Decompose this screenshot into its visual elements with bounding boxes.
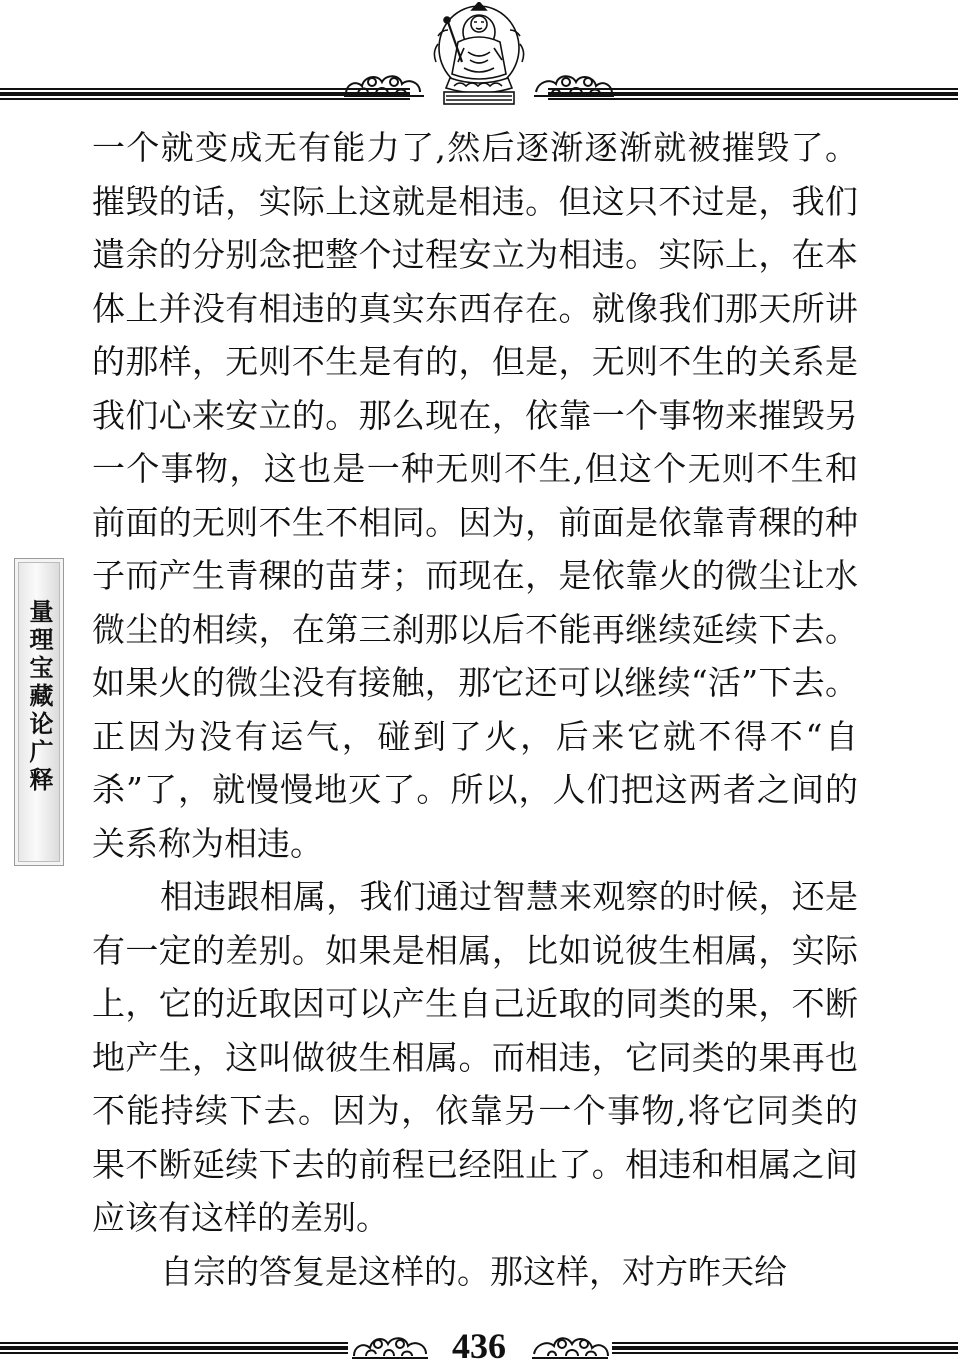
seated-deity-icon bbox=[428, 2, 530, 106]
page-footer bbox=[0, 1318, 958, 1369]
paragraph-1: 一个就变成无有能力了,然后逐渐逐渐就被摧毁了。摧毁的话，实际上这就是相违。但这只不过是，我们遣余的分别念把整个过程安立为相违。实际上，在本体上并没有相违的真实东西存在。就像我们那天所讲的那样，无则不生是有的，但是，无则不生的关系是我们心来安立的。那么现在，依靠一个事物来摧毁另一个事物，这也是一种无则不生,但这个无则不生和前面的无则不生不相同。因为，前面是依靠青稞的种子而产生青稞的苗芽；而现在，是依靠火的微尘让水微尘的相续，在第三刹那以后不能再继续延续下去。如果火的微尘没有接触，那它还可以继续“活”下去。正因为没有运气，碰到了火，后来它就不得不“自杀”了，就慢慢地灭了。所以，人们把这两者之间的关系称为相违。 bbox=[92, 128, 858, 863]
page-body bbox=[92, 121, 858, 1298]
auspicious-cloud-icon bbox=[342, 66, 426, 100]
paragraph-2: 相违跟相属，我们通过智慧来观察的时候，还是有一定的差别。如果是相属，比如说彼生相属，实际上，它的近取因可以产生自己近取的同类的果，不断地产生，这叫做彼生相属。而相违，它同类的果再也不能持续下去。因为，依靠另一个事物,将它同类的果不断延续下去的前程已经阻止了。相违和相属之间应该有这样的差别。 bbox=[92, 877, 858, 1237]
auspicious-cloud-icon bbox=[530, 1328, 610, 1362]
side-tab-title: 量理宝藏论广释 bbox=[25, 599, 54, 795]
auspicious-cloud-icon bbox=[350, 1328, 430, 1362]
side-tab bbox=[14, 558, 64, 866]
footer-rule-right bbox=[612, 1342, 958, 1354]
auspicious-cloud-icon bbox=[532, 66, 616, 100]
paragraph-3: 自宗的答复是这样的。那这样，对方昨天给 bbox=[160, 1251, 787, 1291]
page-number: 436 bbox=[452, 1326, 506, 1366]
page-header bbox=[0, 0, 958, 110]
footer-rule-left bbox=[0, 1342, 348, 1354]
